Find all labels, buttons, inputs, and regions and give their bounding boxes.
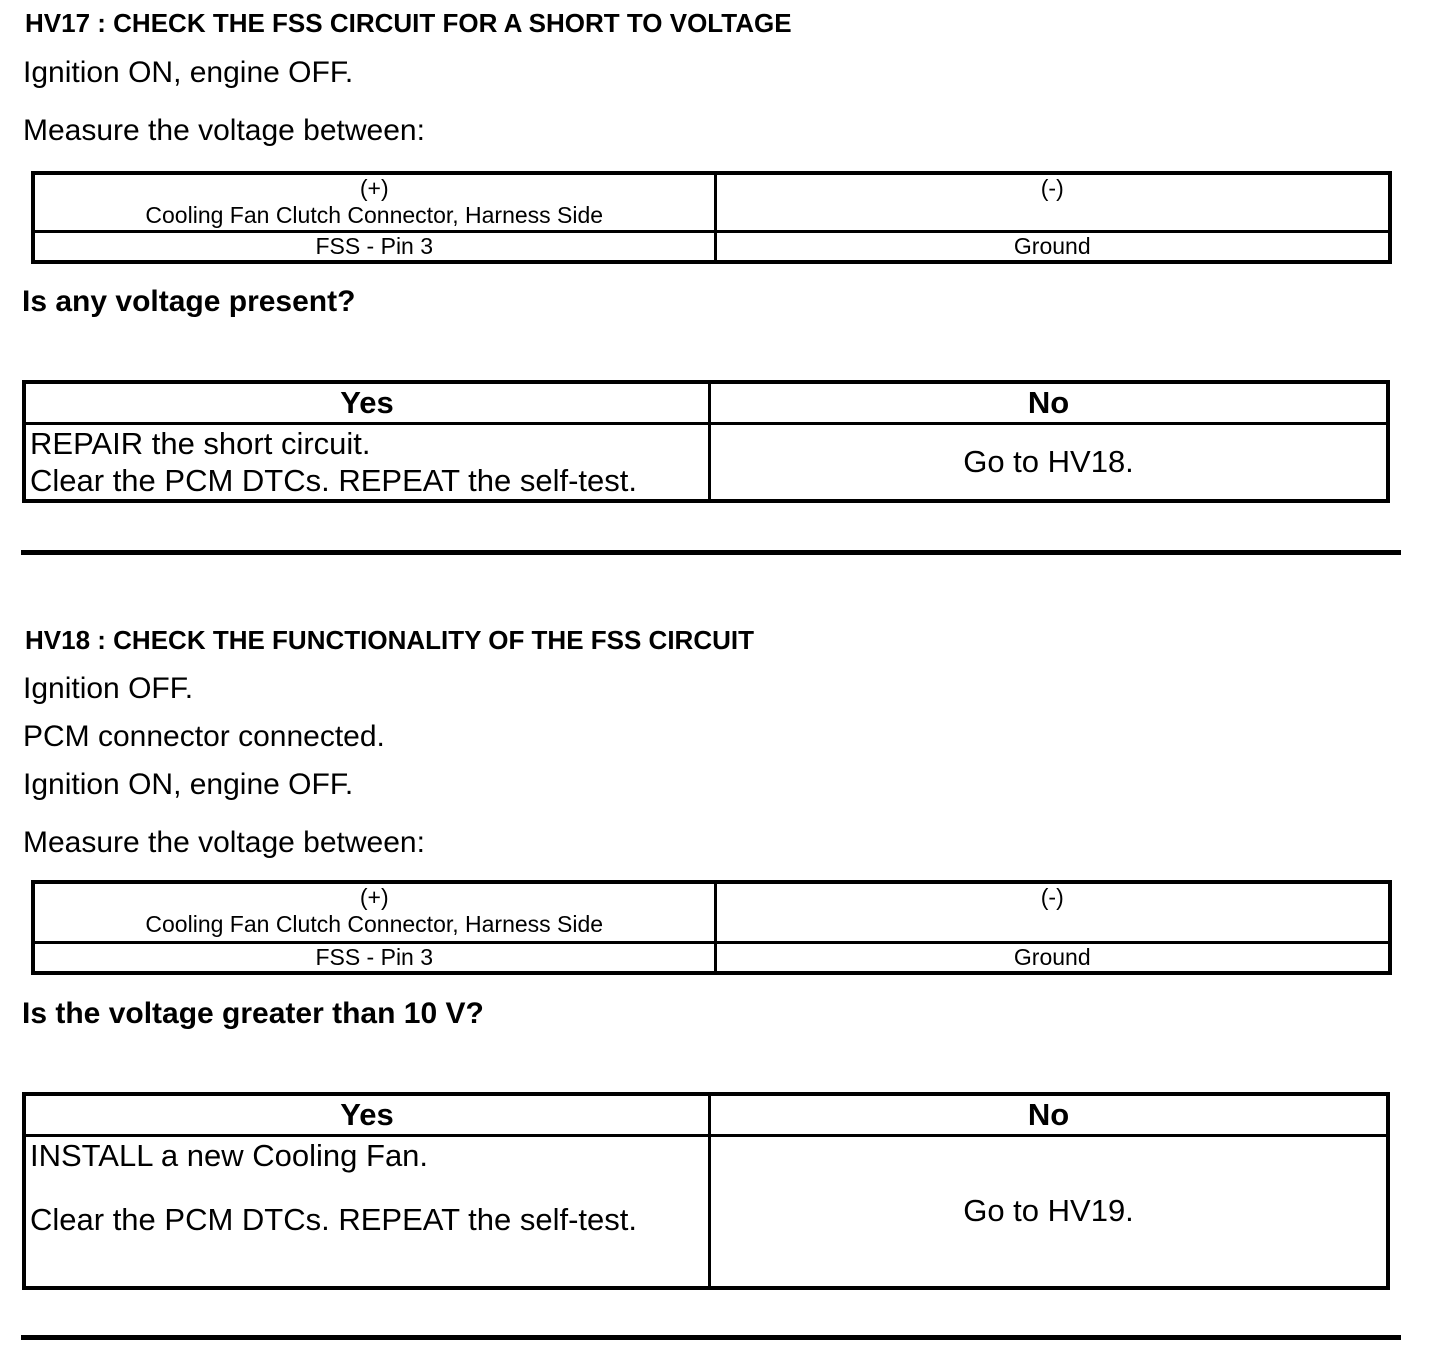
yes-header: Yes xyxy=(24,1094,710,1136)
yes-action-line: Clear the PCM DTCs. REPEAT the self-test. xyxy=(30,463,637,498)
yes-action-line: INSTALL a new Cooling Fan. xyxy=(30,1138,429,1173)
positive-header-cell xyxy=(33,882,715,942)
answer-table-hv18 xyxy=(22,1092,1390,1290)
no-action-cell: Go to HV19. xyxy=(710,1136,1389,1288)
positive-symbol: (+) xyxy=(359,884,389,910)
measurement-table-hv17 xyxy=(31,171,1392,264)
yes-action-line: REPAIR the short circuit. xyxy=(30,426,371,461)
measurement-table-hv18 xyxy=(31,880,1392,975)
positive-value-cell: FSS - Pin 3 xyxy=(33,942,715,973)
instruction-line: PCM connector connected. xyxy=(23,720,385,753)
instruction-line: Ignition OFF. xyxy=(23,672,194,705)
positive-value-cell: FSS - Pin 3 xyxy=(33,231,715,262)
measure-label: Measure the voltage between: xyxy=(23,826,425,859)
instruction-line: Ignition ON, engine OFF. xyxy=(23,56,354,89)
negative-header-cell xyxy=(715,882,1390,942)
yes-action-cell xyxy=(24,1136,710,1288)
negative-symbol: (-) xyxy=(1040,884,1064,910)
step-heading-hv17: HV17 : CHECK THE FSS CIRCUIT FOR A SHORT TO VOLTAGE xyxy=(25,8,792,38)
yes-header: Yes xyxy=(24,382,710,424)
no-action-cell: Go to HV18. xyxy=(710,424,1389,502)
positive-symbol: (+) xyxy=(359,175,389,201)
step-heading-hv18: HV18 : CHECK THE FUNCTIONALITY OF THE FSS CIRCUIT xyxy=(25,625,754,655)
measure-label: Measure the voltage between: xyxy=(23,114,425,147)
positive-header-cell xyxy=(33,173,715,231)
section-divider xyxy=(21,1335,1401,1340)
negative-symbol: (-) xyxy=(1040,175,1064,201)
negative-header-cell xyxy=(715,173,1390,231)
yes-action-line: Clear the PCM DTCs. REPEAT the self-test. xyxy=(30,1202,637,1237)
question-hv17: Is any voltage present? xyxy=(22,285,356,318)
positive-description: Cooling Fan Clutch Connector, Harness Side xyxy=(145,202,604,228)
yes-action-cell xyxy=(24,424,710,502)
positive-description: Cooling Fan Clutch Connector, Harness Side xyxy=(145,911,604,937)
answer-table-hv17 xyxy=(22,380,1390,503)
negative-value-cell: Ground xyxy=(715,231,1390,262)
no-header: No xyxy=(710,382,1389,424)
section-divider xyxy=(21,550,1401,555)
no-header: No xyxy=(710,1094,1389,1136)
question-hv18: Is the voltage greater than 10 V? xyxy=(22,997,484,1030)
negative-value-cell: Ground xyxy=(715,942,1390,973)
instruction-line: Ignition ON, engine OFF. xyxy=(23,768,354,801)
